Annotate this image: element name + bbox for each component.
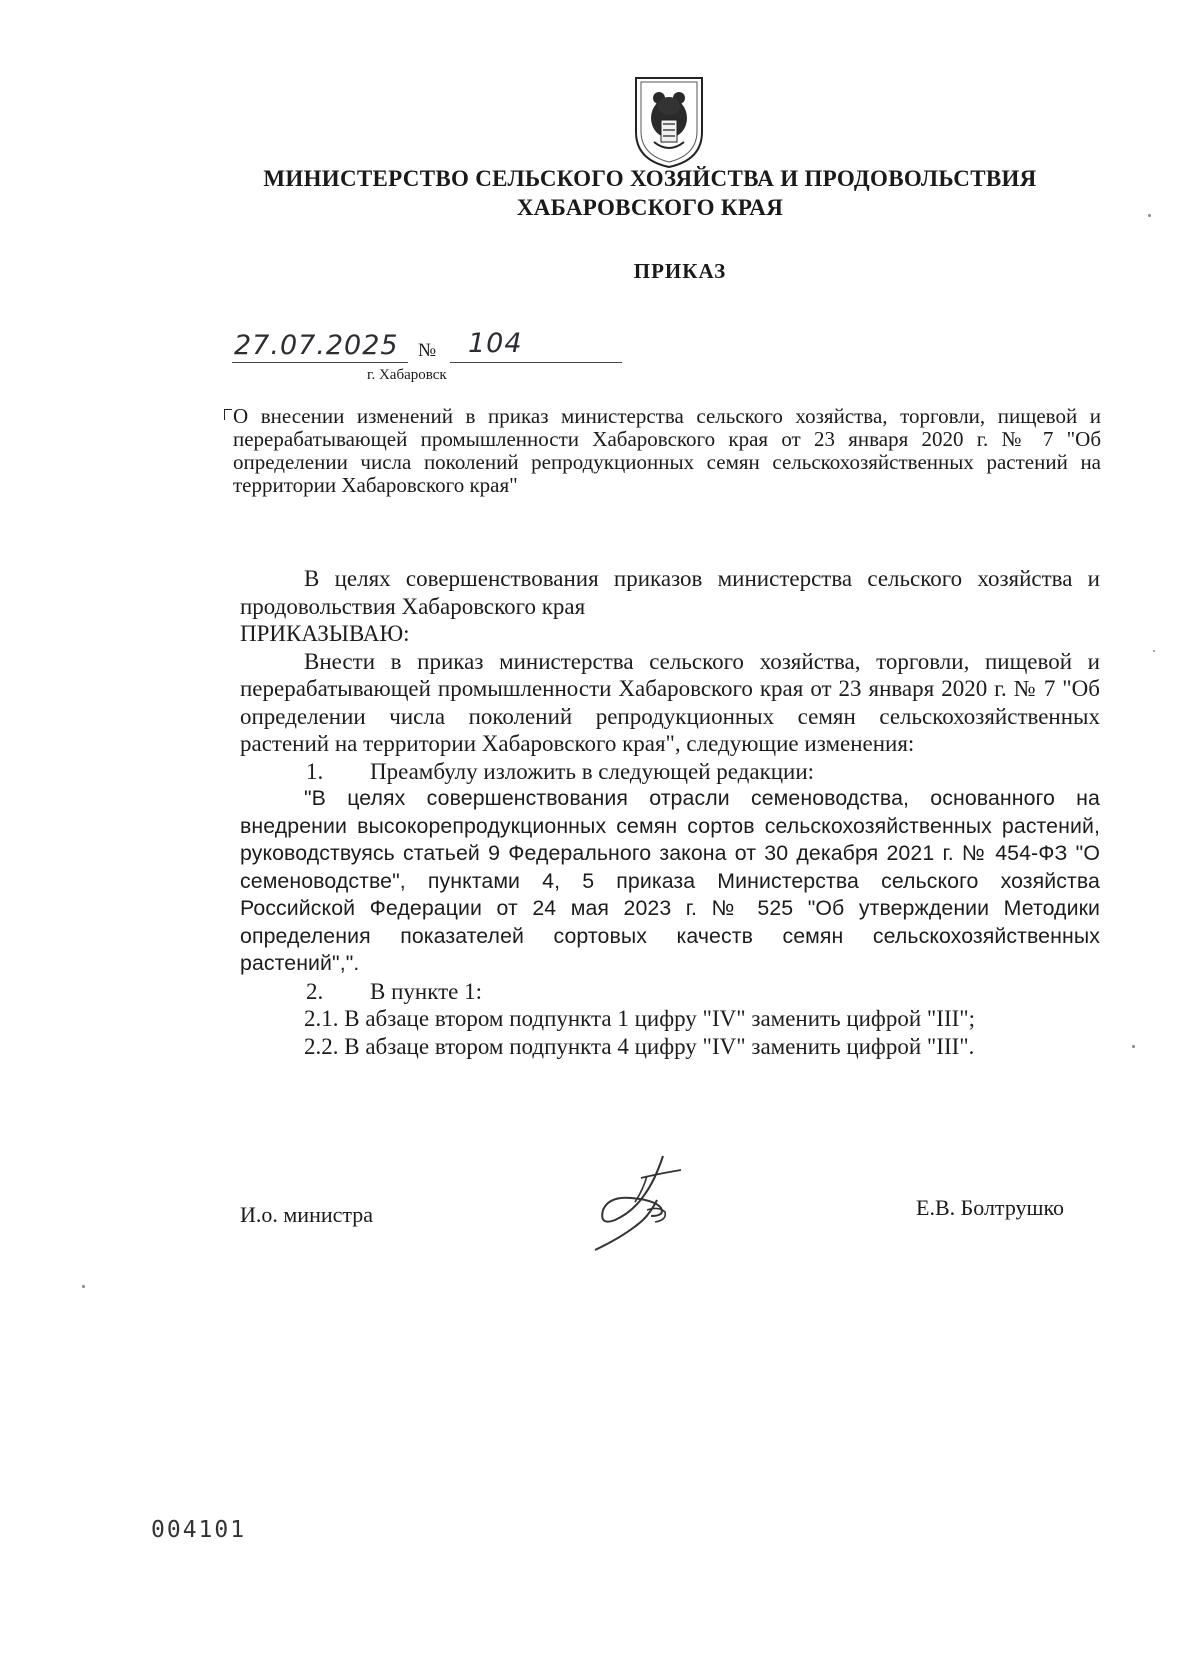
number-underline <box>450 362 622 363</box>
list-item-2-number: 2. <box>306 978 324 1004</box>
command-word: ПРИКАЗЫВАЮ: <box>240 621 410 646</box>
handwritten-date: 27.07.2025 <box>234 330 399 361</box>
scan-speck <box>1153 650 1155 652</box>
number-sign: № <box>418 340 437 361</box>
handwritten-number: 104 <box>468 328 523 359</box>
intro-paragraph: В целях совершенствования приказов министерства сельского хозяйства и продовольствия Хабаровского края <box>240 566 1100 619</box>
scan-speck <box>1132 1045 1135 1048</box>
sub-item-2-1: 2.1. В абзаце втором подпункта 1 цифру "IV" заменить цифрой "III"; <box>304 1006 976 1031</box>
list-item-2-text: В пункте 1: <box>370 978 482 1004</box>
scan-speck <box>1148 214 1151 217</box>
signatory-name: Е.В. Болтрушко <box>916 1195 1065 1220</box>
organization-name <box>200 164 1100 222</box>
order-body <box>240 565 1100 1060</box>
city-label: г. Хабаровск <box>367 367 447 383</box>
order-subject-text: О внесении изменений в приказ министерства сельского хозяйства, торговли, пищевой и перерабатывающей промышленности Хабаровского края от 23 января 2020 г. № 7 "Об определении числа поколений репродукционных семян сельскохозяйственных растений на территории Хабаровского края" <box>233 404 1101 497</box>
organization-line-1: МИНИСТЕРСТВО СЕЛЬСКОГО ХОЗЯЙСТВА И ПРОДОВОЛЬСТВИЯ <box>263 166 1037 191</box>
order-subject <box>233 405 1101 497</box>
list-item-2 <box>240 978 1100 1006</box>
sub-item-2-2: 2.2. В абзаце втором подпункта 4 цифру "IV" заменить цифрой "III". <box>304 1033 975 1059</box>
registration-number: 004101 <box>151 1517 247 1543</box>
signatory-role: И.о. министра <box>240 1202 374 1227</box>
preamble-paragraph: "В целях совершенствования отрасли семеноводства, основанного на внедрении высокорепродукционных семян сортов сельскохозяйственных растений, руководствуясь статьей 9 Федерального закона от 30 декабря 2021 г. № 454-ФЗ "О семеноводстве", пунктами 4, 5 приказа Министерства сельского хозяйства Российской Федерации от 24 мая 2023 г. № 525 "Об утверждении Методики определения показателей сортовых качеств семян сельскохозяйственных растений",". <box>240 786 1100 975</box>
document-type: ПРИКАЗ <box>633 259 727 283</box>
main-paragraph: Внести в приказ министерства сельского хозяйства, торговли, пищевой и перерабатывающей промышленности Хабаровского края от 23 января 2020 г. № 7 "Об определении числа поколений репродукционных семян сельскохозяйственных растений на территории Хабаровского края", следующие изменения: <box>240 648 1100 756</box>
subject-corner-mark <box>224 409 232 420</box>
list-item-1 <box>240 758 1100 786</box>
list-item-1-text: Преамбулу изложить в следующей редакции: <box>370 758 815 784</box>
coat-of-arms-icon <box>628 72 710 170</box>
handwritten-signature-icon <box>585 1150 695 1260</box>
organization-line-2: ХАБАРОВСКОГО КРАЯ <box>516 195 784 220</box>
date-underline <box>232 362 408 363</box>
list-item-1-number: 1. <box>306 758 324 784</box>
scan-speck <box>82 1285 85 1288</box>
